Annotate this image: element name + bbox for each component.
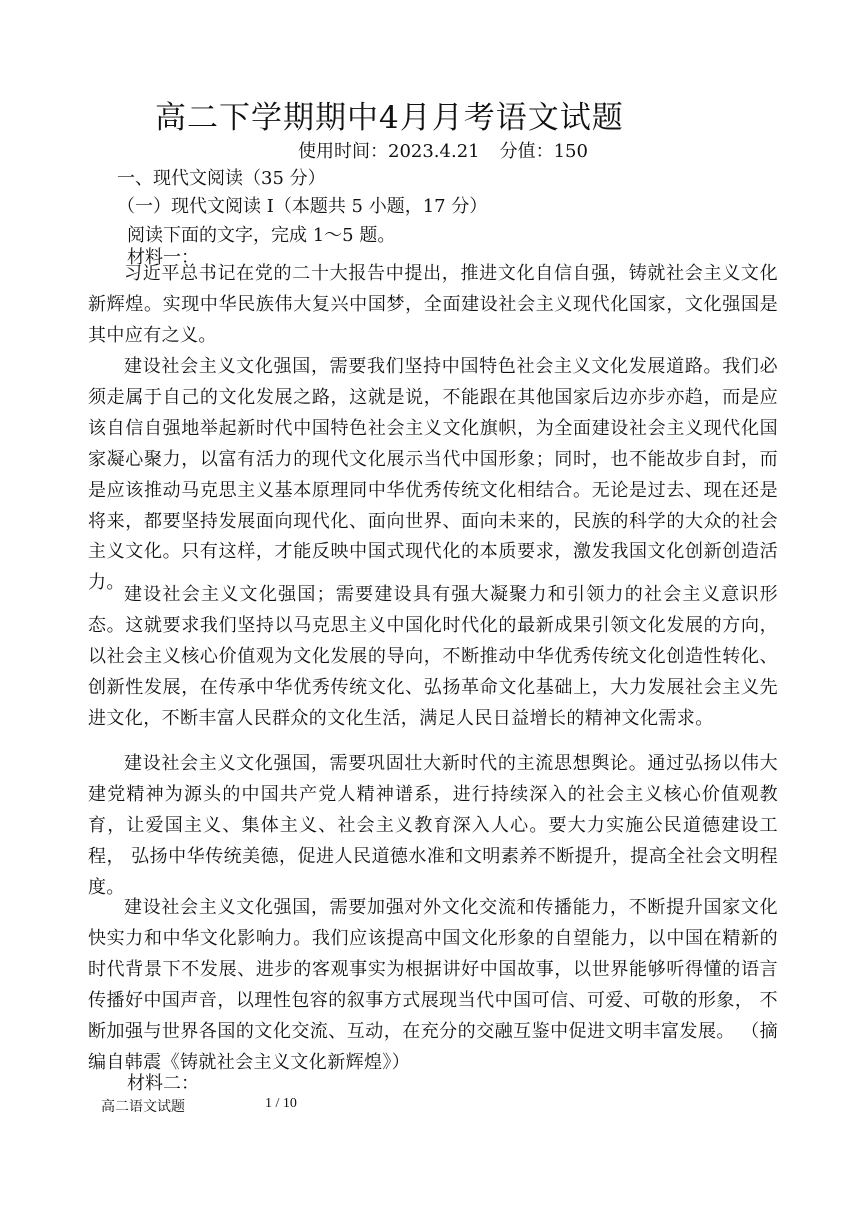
material-two-label: 材料二：: [127, 1073, 199, 1094]
material-paragraph: 建设社会主义文化强国，需要我们坚持中国特色社会主义文化发展道路。我们必须走属于自己的文化发展之路，这就是说，不能跟在其他国家后边亦步亦趋，而是应该自信自强地举起新时代中国特色社会主义文化旗帜，为全面建设社会主义现代化国家凝心聚力，以富有活力的现代文化展示当代中国形象；同时，也不能故步自封，而是应该推动马克思主义基本原理同中华优秀传统文化相结合。无论是过去、现在还是将来，都要坚持发展面向现代化、面向世界、面向未来的，民族的科学的大众的社会主义文化。只有这样，才能反映中国式现代化的本质要求，激发我国文化创新创造活力。: [88, 356, 778, 594]
material-one-label: 材料一：: [127, 247, 199, 268]
material-paragraph: 建设社会主义文化强国；需要建设具有强大凝聚力和引领力的社会主义意识形态。这就要求我们坚持以马克思主义中国化时代化的最新成果引领文化发展的方向， 以社会主义核心价值观为文化发展的导向，不断推动中华优秀传统文化创造性转化、创新性发展，在传承中华优秀传统文化、弘扬革命文化基础上，大力发展社会主义先进文化，不断丰富人民群众的文化生活，满足人民日益增长的精神文化需求。: [88, 584, 778, 729]
material-paragraph: 建设社会主义文化强国，需要巩固壮大新时代的主流思想舆论。通过弘扬以伟大建党精神为源头的中国共产党人精神谱系，进行持续深入的社会主义核心价值观教育，让爱国主义、集体主义、社会主义教育深入人心。要大力实施公民道德建设工程， 弘扬中华传统美德，促进人民道德水准和文明素养不断提升，提高全社会文明程度。: [88, 753, 778, 898]
footer-label: 高二语文试题: [101, 1100, 185, 1115]
material-paragraph: 建设社会主义文化强国，需要加强对外文化交流和传播能力，不断提升国家文化快实力和中华文化影响力。我们应该提高中国文化形象的自望能力，以中国在精新的时代背景下不发展、进步的客观事实为根据讲好中国故事，以世界能够听得懂的语言传播好中国声音，以理性包容的叙事方式展现当代中国可信、可爱、可敬的形象， 不断加强与世界各国的文化交流、互动，在充分的交融互鉴中促进文明丰富发展。 （摘编自韩震《铸就社会主义文化新辉煌》）: [88, 897, 778, 1073]
total-score: 分值：150: [499, 141, 588, 162]
exam-meta: [298, 137, 588, 163]
material-paragraph: 习近平总书记在党的二十大报告中提出，推进文化自信自强，铸就社会主义文化新辉煌。实现中华民族伟大复兴中国梦，全面建设社会主义现代化国家，文化强国是其中应有之义。: [88, 263, 778, 346]
page-number: 1 / 10: [265, 1096, 297, 1111]
usage-date: 使用时间：2023.4.21: [298, 141, 480, 162]
subsection-heading: （一）现代文阅读 I（本题共 5 小题，17 分）: [117, 196, 488, 217]
reading-instruction: 阅读下面的文字，完成 1～5 题。: [127, 225, 396, 246]
section-heading: 一、现代文阅读（35 分）: [117, 168, 326, 189]
exam-title: 高二下学期期中4月月考语文试题: [155, 100, 624, 136]
